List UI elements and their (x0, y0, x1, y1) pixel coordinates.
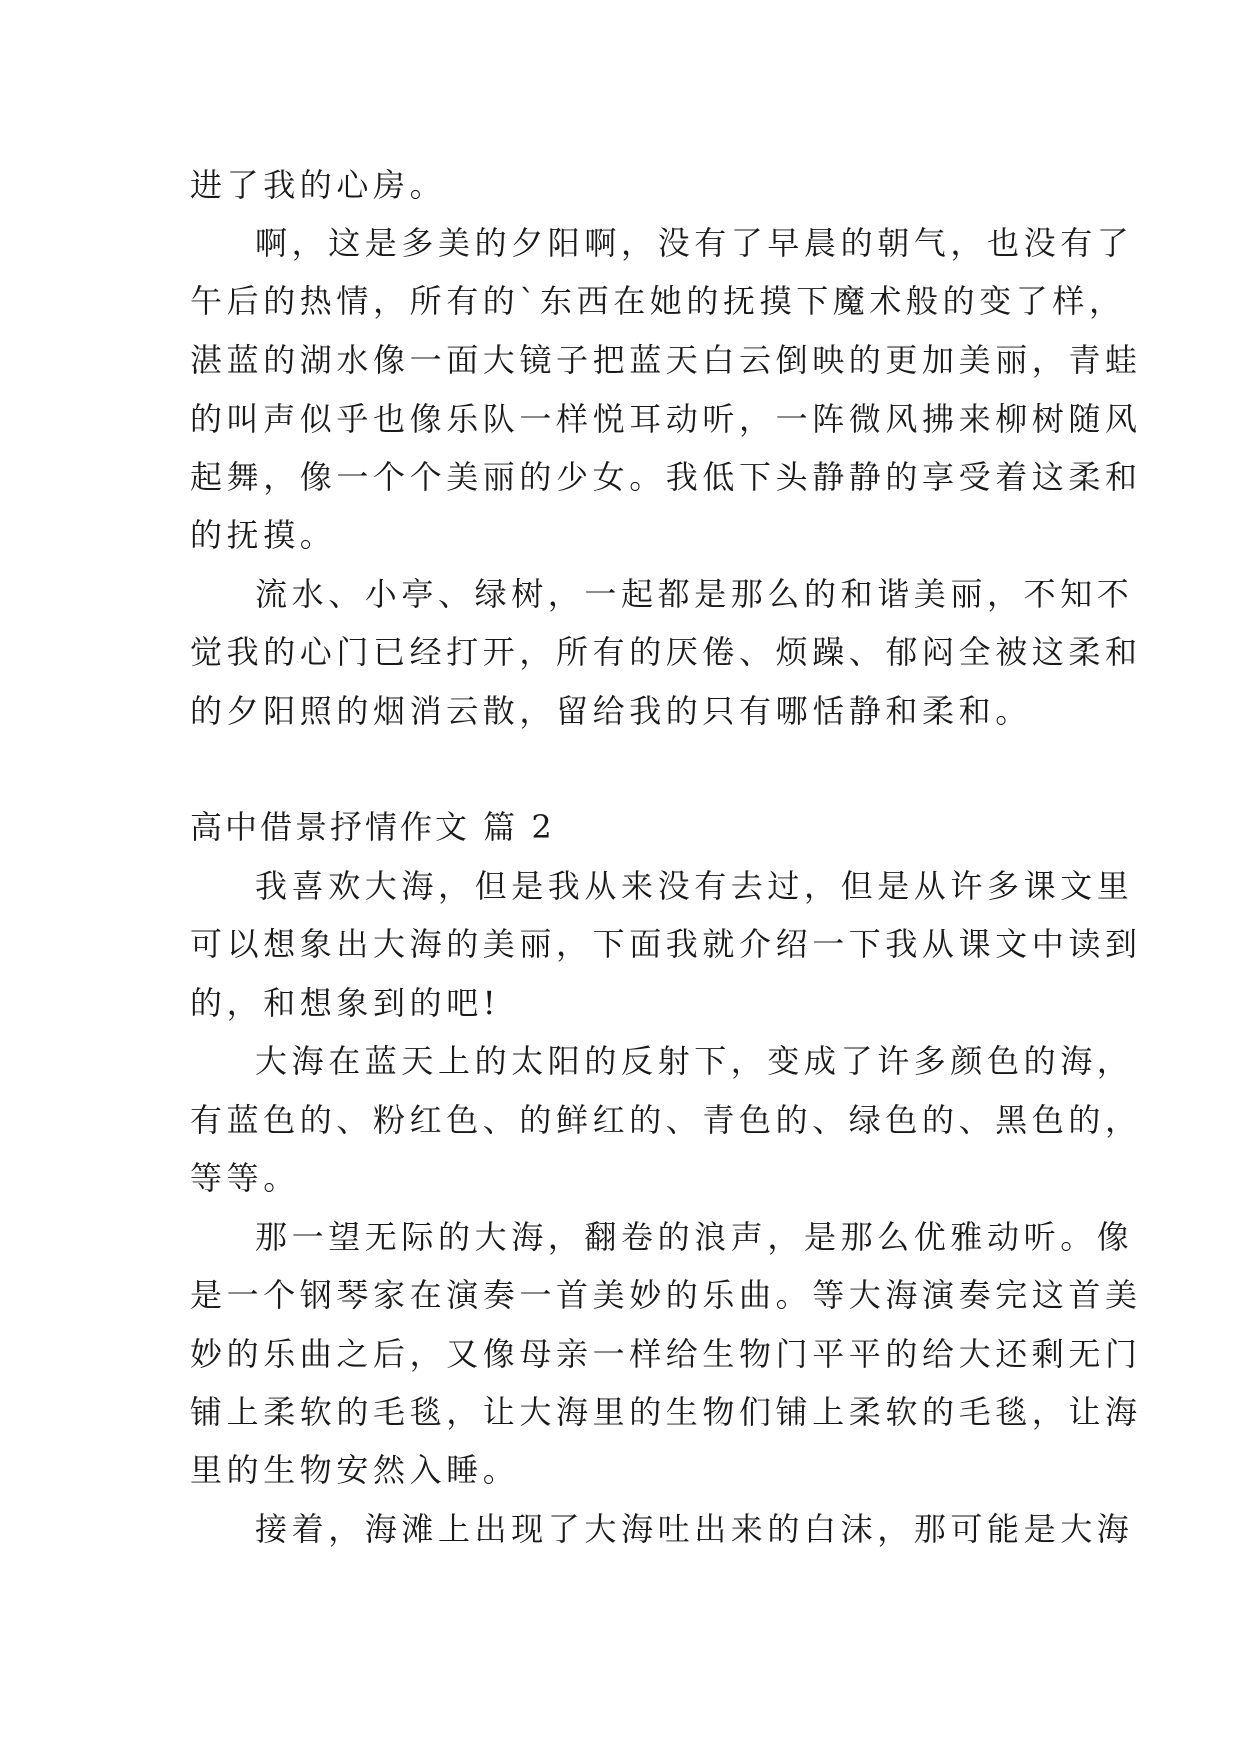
paragraph-line: 大海在蓝天上的太阳的反射下，变成了许多颜色的海， (255, 1042, 1134, 1080)
paragraph-line: 的抚摸。 (190, 516, 337, 554)
paragraph-line: 可以想象出大海的美丽，下面我就介绍一下我从课文中读到 (190, 925, 1142, 963)
paragraph-line: 等等。 (190, 1159, 300, 1197)
paragraph-line: 铺上柔软的毛毯，让大海里的生物们铺上柔软的毛毯，让海 (190, 1393, 1142, 1431)
paragraph-line: 起舞，像一个个美丽的少女。我低下头静静的享受着这柔和 (190, 458, 1142, 496)
paragraph-line: 里的生物安然入睡。 (190, 1451, 520, 1489)
paragraph-line: 午后的热情，所有的`东西在她的抚摸下魔术般的变了样， (190, 282, 1126, 320)
paragraph-line: 接着，海滩上出现了大海吐出来的白沫，那可能是大海 (255, 1510, 1134, 1548)
paragraph-line: 我喜欢大海，但是我从来没有去过，但是从许多课文里 (255, 867, 1134, 905)
paragraph-line: 的夕阳照的烟消云散，留给我的只有哪恬静和柔和。 (190, 692, 1032, 730)
paragraph-line: 湛蓝的湖水像一面大镜子把蓝天白云倒映的更加美丽，青蛙 (190, 341, 1142, 379)
paragraph-line: 有蓝色的、粉红色、的鲜红的、青色的、绿色的、黑色的， (190, 1101, 1142, 1139)
paragraph-line: 那一望无际的大海，翻卷的浪声，是那么优雅动听。像 (255, 1218, 1134, 1256)
paragraph-line: 是一个钢琴家在演奏一首美妙的乐曲。等大海演奏完这首美 (190, 1276, 1142, 1314)
paragraph-line: 觉我的心门已经打开，所有的厌倦、烦躁、郁闷全被这柔和 (190, 633, 1142, 671)
paragraph-line: 进了我的心房。 (190, 166, 447, 204)
section-heading: 高中借景抒情作文 篇 2 (190, 808, 555, 846)
paragraph-line: 妙的乐曲之后，又像母亲一样给生物门平平的给大还剩无门 (190, 1335, 1142, 1373)
paragraph-line: 流水、小亭、绿树，一起都是那么的和谐美丽，不知不 (255, 575, 1134, 613)
paragraph-line: 的叫声似乎也像乐队一样悦耳动听，一阵微风拂来柳树随风 (190, 400, 1142, 438)
paragraph-line: 的，和想象到的吧! (190, 984, 501, 1022)
paragraph-line: 啊，这是多美的夕阳啊，没有了早晨的朝气，也没有了 (255, 224, 1134, 262)
